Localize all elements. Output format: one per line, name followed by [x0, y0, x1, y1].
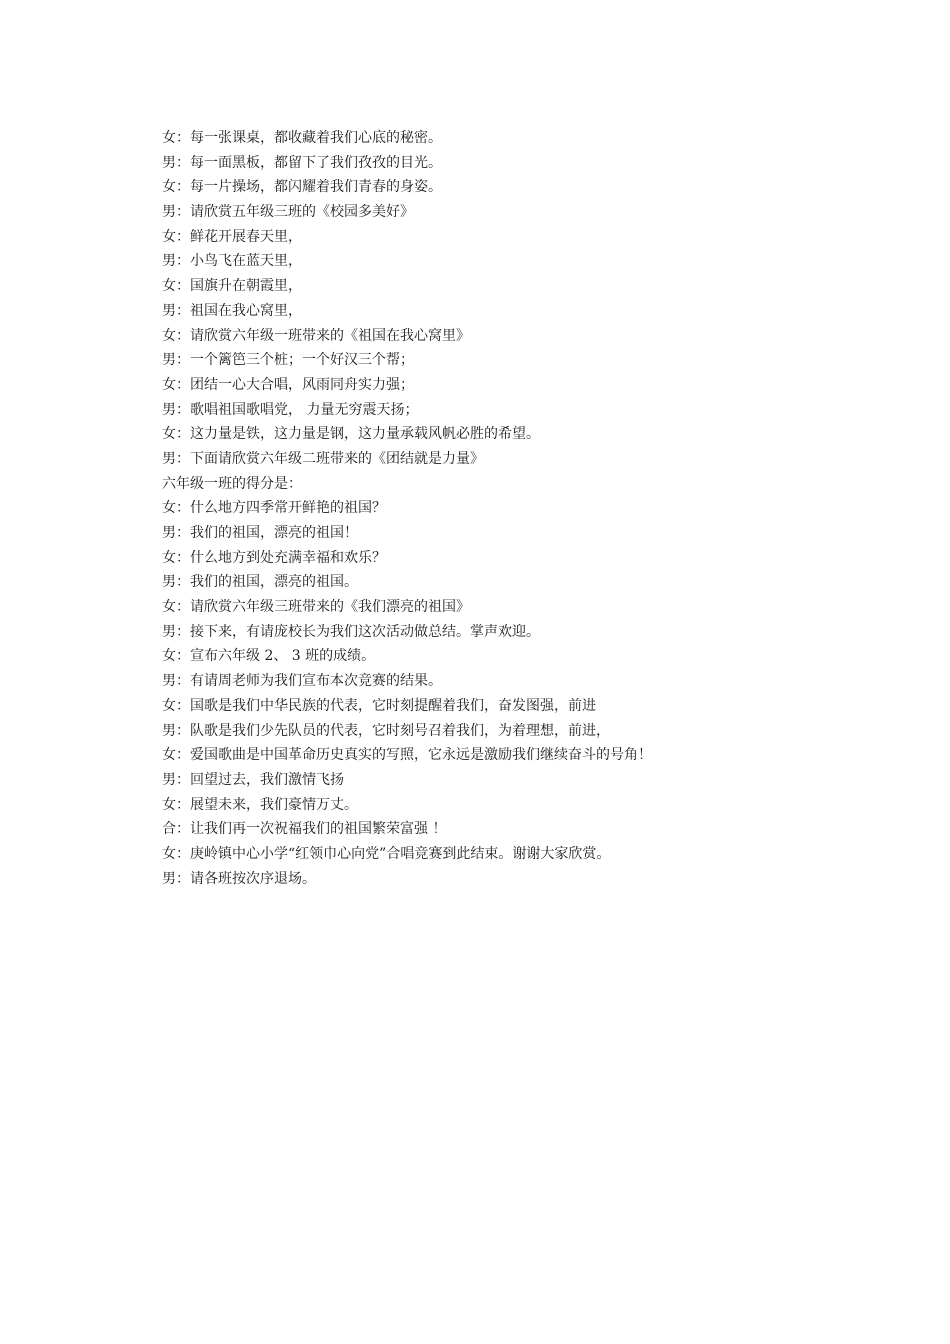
script-line: 男：歌唱祖国歌唱党， 力量无穷震天扬； [162, 401, 419, 418]
script-line: 女：每一片操场，都闪耀着我们青春的身姿。 [162, 179, 442, 196]
script-line: 女：请欣赏六年级三班带来的《我们漂亮的祖国》 [162, 599, 470, 616]
script-line: 女：这力量是铁，这力量是钢，这力量承载风帆必胜的希望。 [162, 426, 540, 443]
script-line: 男：队歌是我们少先队员的代表，它时刻号召着我们，为着理想，前进， [162, 722, 610, 739]
script-line: 女：爱国歌曲是中国革命历史真实的写照，它永远是激励我们继续奋斗的号角！ [162, 747, 652, 764]
script-line: 男：下面请欣赏六年级二班带来的《团结就是力量》 [162, 450, 484, 467]
script-line: 女：每一张课桌，都收藏着我们心底的秘密。 [162, 130, 442, 146]
script-line: 男：我们的祖国，漂亮的祖国！ [162, 525, 358, 541]
script-line: 合：让我们再一次祝福我们的祖国繁荣富强 ！ [162, 821, 447, 838]
script-text [162, 126, 862, 891]
script-line: 女：国旗升在朝霞里， [162, 278, 302, 295]
script-line: 女：庚岭镇中心小学“红领巾心向党”合唱竞赛到此结束。谢谢大家欣赏。 [162, 845, 611, 862]
script-line: 男：我们的祖国，漂亮的祖国。 [162, 574, 358, 591]
script-line: 男：祖国在我心窝里， [162, 302, 302, 319]
script-line: 女：国歌是我们中华民族的代表，它时刻提醒着我们，奋发图强，前进 [162, 697, 596, 714]
script-line: 男：小鸟飞在蓝天里， [162, 253, 302, 270]
script-line: 男：请各班按次序退场。 [162, 870, 316, 887]
script-line: 男：请欣赏五年级三班的《校园多美好》 [162, 204, 414, 221]
script-line: 女：什么地方四季常开鲜艳的祖国？ [162, 500, 386, 517]
script-line: 男：一个篱笆三个桩；一个好汉三个帮； [162, 352, 414, 369]
score-line: 六年级一班的得分是： [162, 475, 302, 492]
script-line: 男：有请周老师为我们宣布本次竞赛的结果。 [162, 673, 442, 690]
script-line: 男：接下来，有请庞校长为我们这次活动做总结。掌声欢迎。 [162, 623, 540, 640]
script-line: 女：宣布六年级 2、 3 班的成绩。 [162, 648, 376, 665]
script-line: 女：展望未来，我们豪情万丈。 [162, 796, 358, 813]
script-line: 女：什么地方到处充满幸福和欢乐？ [162, 549, 386, 566]
script-line: 女：鲜花开展春天里， [162, 228, 302, 245]
script-line: 男：每一面黑板，都留下了我们孜孜的目光。 [162, 154, 442, 171]
script-line: 男：回望过去，我们激情飞扬 [162, 771, 344, 788]
script-line: 女：团结一心大合唱，风雨同舟实力强； [162, 376, 414, 393]
script-line: 女：请欣赏六年级一班带来的《祖国在我心窝里》 [162, 327, 470, 344]
